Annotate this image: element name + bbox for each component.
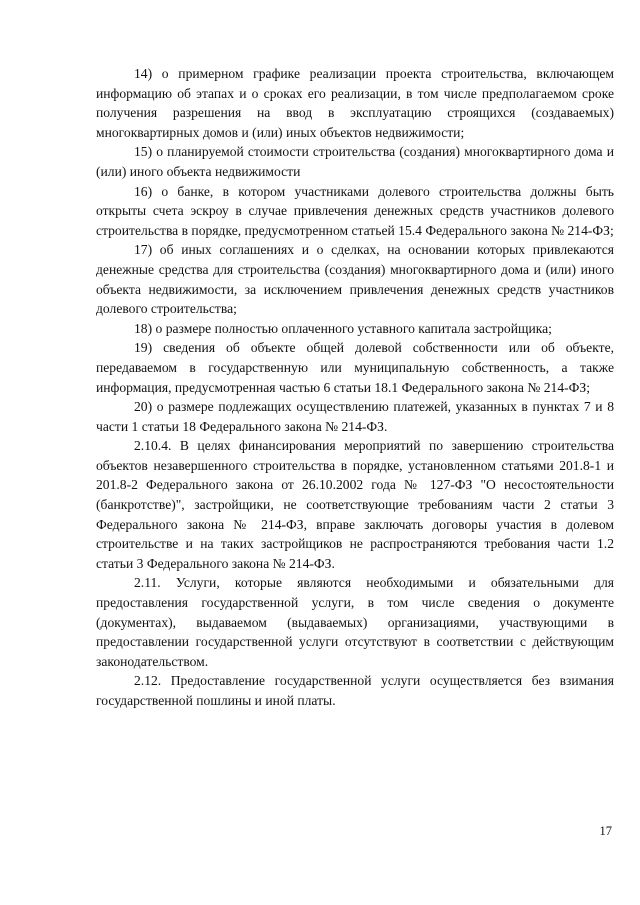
paragraph-item-14: 14) о примерном графике реализации проекта строительства, включающем информацию об этапах и о сроках его реализации, в том числе предполагаемом сроке получения разрешения на ввод в эксплуатацию строящихся (создаваемых) многоквартирных домов и (или) иных объектов недвижимости; [96, 66, 614, 140]
paragraph-item-19: 19) сведения об объекте общей долевой собственности или об объекте, передаваемом в государственную или муниципальную собственность, а также информация, предусмотренная частью 6 статьи 18.1 Федерального закона № 214-ФЗ; [96, 340, 614, 395]
paragraph-item-18: 18) о размере полностью оплаченного уставного капитала застройщика; [134, 320, 552, 336]
paragraph-2-11: 2.11. Услуги, которые являются необходимыми и обязательными для предоставления государственной услуги, в том числе сведения о документе (документах), выдаваемом (выдаваемых) организациями, участвующими в предоставлении государственной услуги отсутствуют в соответствии с действующим законодательством. [96, 575, 614, 669]
paragraph-2-10-4: 2.10.4. В целях финансирования мероприятий по завершению строительства объектов незавершенного строительства в порядке, установленном статьями 201.8-1 и 201.8-2 Федерального закона от 26.10.2002 года № 127-ФЗ "О несостоятельности (банкротстве)", застройщики, не соответствующие требованиям части 2 статьи 3 Федерального закона № 214-ФЗ, вправе заключать договоры участия в долевом строительстве и на таких застройщиков не распространяются требования части 1.2 статьи 3 Федерального закона № 214-ФЗ. [96, 438, 614, 571]
paragraph-item-15: 15) о планируемой стоимости строительства (создания) многоквартирного дома и (или) иного объекта недвижимости [96, 144, 614, 179]
paragraph-item-17: 17) об иных соглашениях и о сделках, на основании которых привлекаются денежные средства для строительства (создания) многоквартирного дома и (или) иного объекта недвижимости, за исключением привлечения денежных средств участников долевого строительства; [96, 242, 614, 317]
paragraph-item-16: 16) о банке, в котором участниками долевого строительства должны быть открыты счета эскроу в случае привлечения денежных средств участников долевого строительства в порядке, предусмотренном статьей 15.4 Федерального закона № 214-ФЗ; [96, 183, 614, 238]
paragraph-item-20: 20) о размере подлежащих осуществлению платежей, указанных в пунктах 7 и 8 части 1 статьи 18 Федерального закона № 214-ФЗ. [96, 399, 614, 434]
paragraph-2-12: 2.12. Предоставление государственной услуги осуществляется без взимания государственной пошлины и иной платы. [96, 673, 614, 708]
page-number: 17 [599, 824, 612, 838]
document-body [96, 64, 614, 711]
